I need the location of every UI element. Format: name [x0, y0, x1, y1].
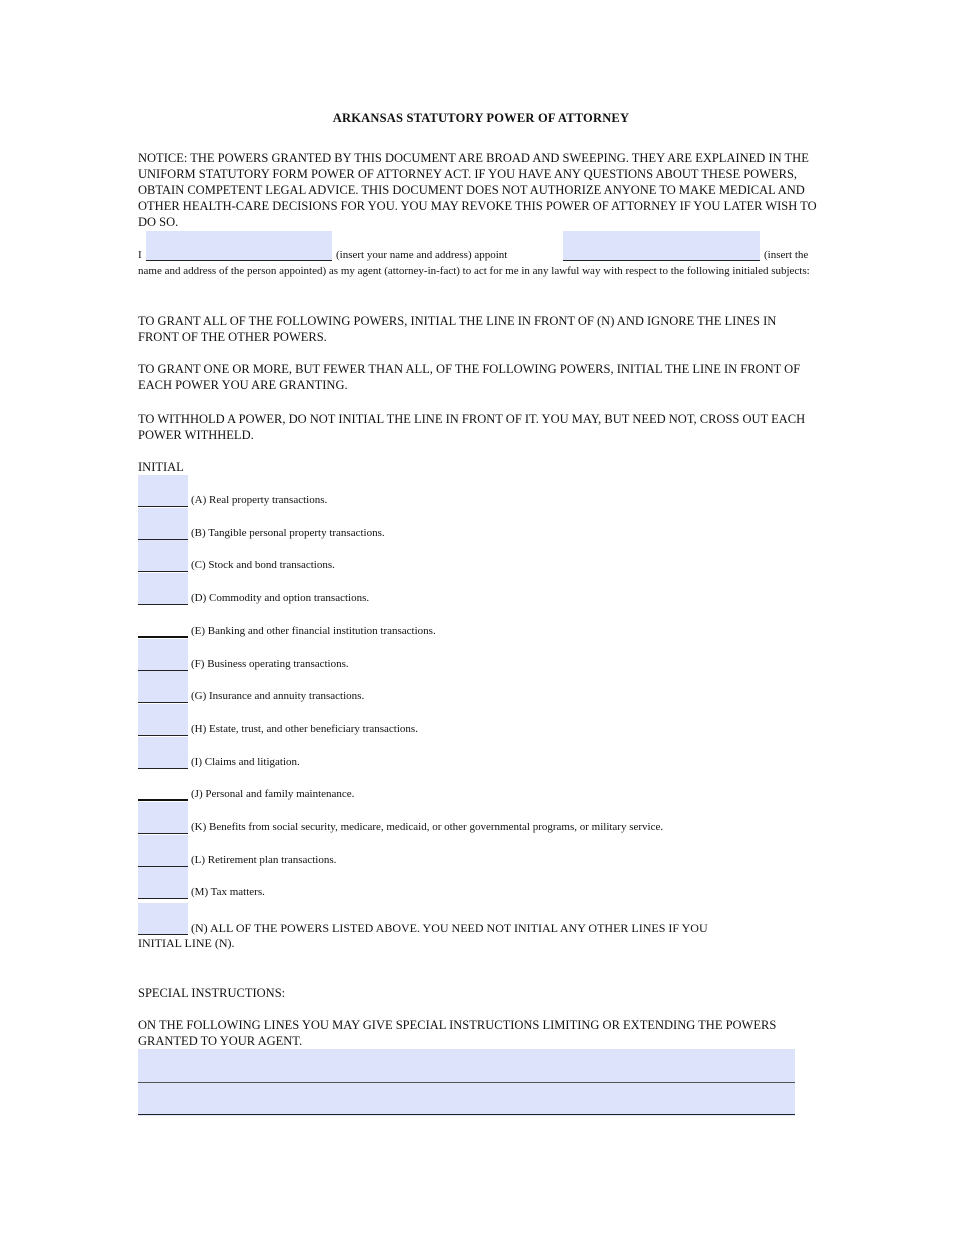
power-label: (J) Personal and family maintenance. — [191, 788, 355, 800]
appoint-continuation: name and address of the person appointed) as my agent (attorney-in-fact) to act for me in any lawful way with respect to the following initialed subjects: — [138, 265, 810, 277]
power-row — [138, 835, 838, 867]
insert-your-name-text: (insert your name and address) appoint — [336, 249, 508, 261]
initial-field[interactable] — [138, 671, 188, 703]
initial-field[interactable] — [138, 835, 188, 867]
initial-line[interactable] — [138, 769, 188, 801]
power-label: (M) Tax matters. — [191, 886, 265, 898]
initial-field[interactable] — [138, 639, 188, 671]
power-label: (G) Insurance and annuity transactions. — [191, 690, 365, 702]
power-row — [138, 639, 838, 671]
initial-field[interactable] — [138, 508, 188, 540]
power-label: (H) Estate, trust, and other beneficiary transactions. — [191, 723, 418, 735]
power-row — [138, 737, 838, 769]
initial-field[interactable] — [138, 704, 188, 736]
special-instructions-heading: SPECIAL INSTRUCTIONS: — [138, 986, 286, 1000]
power-label: (K) Benefits from social security, medicare, medicaid, or other governmental programs, or military service. — [191, 821, 664, 833]
power-row — [138, 606, 838, 638]
initial-field[interactable] — [138, 475, 188, 507]
power-label: (D) Commodity and option transactions. — [191, 592, 370, 604]
insert-the-text: (insert the — [764, 249, 809, 261]
document-title: ARKANSAS STATUTORY POWER OF ATTORNEY — [332, 111, 630, 125]
power-n-continuation: INITIAL LINE (N). — [138, 936, 235, 950]
initial-heading: INITIAL — [138, 460, 184, 474]
notice-paragraph: NOTICE: THE POWERS GRANTED BY THIS DOCUMENT ARE BROAD AND SWEEPING. THEY ARE EXPLAINED IN THE UNIFORM STATUTORY FORM POWER OF ATTORNEY ACT. IF YOU HAVE ANY QUESTIONS ABOUT THESE POWERS, OBTAIN COMPETENT LEGAL ADVICE. THIS DOCUMENT DOES NOT AUTHORIZE ANYONE TO MAKE MEDICAL AND OTHER HEALTH-CARE DECISIONS FOR YOU. YOU MAY REVOKE THIS POWER OF ATTORNEY IF YOU LATER WISH TO DO SO. — [138, 151, 817, 229]
power-label: (B) Tangible personal property transactions. — [191, 527, 385, 539]
power-row — [138, 769, 838, 801]
initial-field[interactable] — [138, 802, 188, 834]
power-row — [138, 802, 838, 834]
power-row — [138, 540, 838, 572]
power-label: (I) Claims and litigation. — [191, 756, 300, 768]
principal-name-field[interactable] — [146, 231, 332, 261]
initial-field-n[interactable] — [138, 903, 188, 935]
power-row — [138, 704, 838, 736]
agent-name-field[interactable] — [563, 231, 760, 261]
initial-field[interactable] — [138, 867, 188, 899]
power-label: (F) Business operating transactions. — [191, 658, 349, 670]
power-label: (C) Stock and bond transactions. — [191, 559, 335, 571]
special-instructions-field[interactable] — [138, 1049, 795, 1116]
initial-line[interactable] — [138, 606, 188, 638]
initial-field[interactable] — [138, 737, 188, 769]
power-n-label: (N) ALL OF THE POWERS LISTED ABOVE. YOU NEED NOT INITIAL ANY OTHER LINES IF YOU — [191, 921, 708, 935]
special-line-2 — [138, 1114, 795, 1115]
grant-all-instruction: TO GRANT ALL OF THE FOLLOWING POWERS, INITIAL THE LINE IN FRONT OF (N) AND IGNORE THE LINES IN FRONT OF THE OTHER POWERS. — [138, 314, 777, 344]
power-label: (L) Retirement plan transactions. — [191, 854, 337, 866]
power-row — [138, 867, 838, 899]
power-row — [138, 475, 838, 507]
i-label: I — [138, 249, 142, 261]
withhold-instruction: TO WITHHOLD A POWER, DO NOT INITIAL THE LINE IN FRONT OF IT. YOU MAY, BUT NEED NOT, CROSS OUT EACH POWER WITHHELD. — [138, 412, 806, 442]
initial-field[interactable] — [138, 573, 188, 605]
power-label: (A) Real property transactions. — [191, 494, 328, 506]
power-row — [138, 671, 838, 703]
special-instructions-text: ON THE FOLLOWING LINES YOU MAY GIVE SPECIAL INSTRUCTIONS LIMITING OR EXTENDING THE POWERS GRANTED TO YOUR AGENT. — [138, 1018, 777, 1048]
special-line-1 — [138, 1082, 795, 1083]
power-row — [138, 573, 838, 605]
power-row — [138, 508, 838, 540]
grant-some-instruction: TO GRANT ONE OR MORE, BUT FEWER THAN ALL, OF THE FOLLOWING POWERS, INITIAL THE LINE IN FRONT OF EACH POWER YOU ARE GRANTING. — [138, 362, 801, 392]
power-row-n — [138, 903, 838, 935]
power-label: (E) Banking and other financial institution transactions. — [191, 625, 436, 637]
initial-field[interactable] — [138, 540, 188, 572]
